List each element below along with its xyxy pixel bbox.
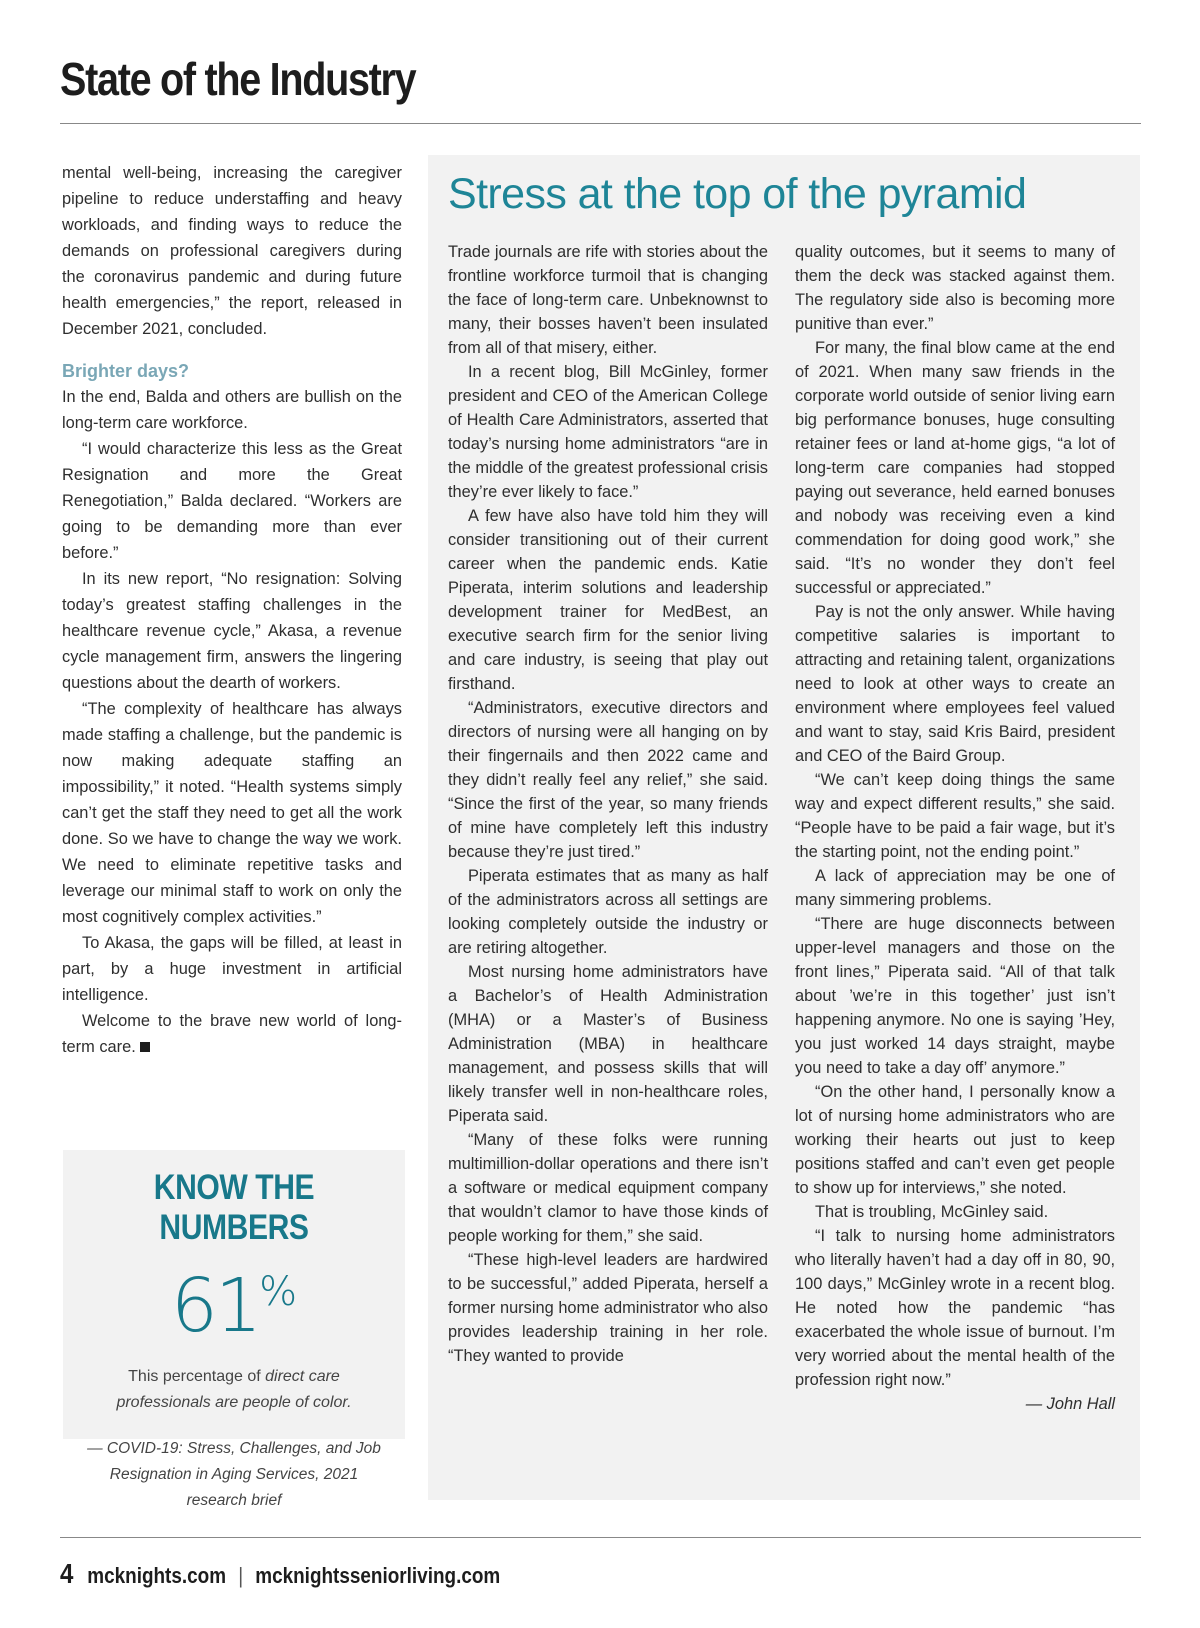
end-of-article-icon [140,1042,150,1052]
header-divider [60,123,1141,124]
paragraph: Pay is not the only answer. While having competitive salaries is important to attracting and retaining talent, organizations need to look at other ways to create an environment where employees feel valued and want to stay, said Kris Baird, president and CEO of the Baird Group. [795,603,1115,765]
footer-link-mcknights[interactable]: mcknights.com [87,1563,227,1588]
know-the-numbers-box [63,1150,405,1509]
paragraph: Piperata estimates that as many as half of the administrators across all settings are looking completely outside the industry or are retiring altogether. [448,867,768,957]
paragraph: A few have also have told him they will consider transitioning out of their current career when the pandemic ends. Katie Piperata, interim solutions and leadership development trainer for MedBest, an executive search firm for the senior living and care industry, is seeing that play out firsthand. [448,507,768,693]
sidebar-column-1 [448,240,768,1368]
paragraph: “These high-level leaders are hardwired to be successful,” added Piperata, herself a former nursing home administrator who also provides leadership training in her role. “They wanted to provide [448,1251,768,1365]
section-heading: Brighter days? [62,361,190,381]
paragraph: “There are huge disconnects between upper-level managers and those on the front lines,” Piperata said. “All of that talk about ’we’re in this together’ just isn’t happening anymore. No one is saying ’Hey, you just worked 14 days straight, maybe you need to take a day off’ anymore.” [795,915,1115,1077]
statistic-desc-plain: This percentage of [128,1368,266,1385]
paragraph: Most nursing home administrators have a Bachelor’s of Health Administration (MHA) or a Master’s of Business Administration (MBA) in healthcare management, and possess skills that will likely transfer well in non-healthcare roles, Piperata said. [448,963,768,1125]
paragraph: mental well-being, increasing the caregiver pipeline to reduce understaffing and heavy workloads, and finding ways to reduce the demands on professional caregivers during the coronavirus pandemic and during future health emergencies,” the report, released in December 2021, concluded. [62,164,402,338]
paragraph: In a recent blog, Bill McGinley, former president and CEO of the American College of Health Care Administrators, asserted that today’s nursing home administrators “are in the middle of the greatest professional crisis they’re ever likely to face.” [448,363,768,501]
paragraph: “Many of these folks were running multimillion-dollar operations and there isn’t a software or medical equipment company that wouldn’t clamor to have those kinds of people working for them,” she said. [448,1131,768,1245]
paragraph: To Akasa, the gaps will be filled, at least in part, by a huge investment in artificial intelligence. [62,934,402,1004]
paragraph: For many, the final blow came at the end of 2021. When many saw friends in the corporate world outside of senior living earn big performance bonuses, huge consulting retainer fees or land at-home gigs, “a lot of long-term care companies had stopped paying out severance, held earned bonuses and nobody was receiving even a kind commendation for doing good work,” she said. “It’s no wonder they don’t feel successful or appreciated.” [795,339,1115,597]
statistic-source: — COVID-19: Stress, Challenges, and Job Resignation in Aging Services, 2021 research brief [87,1440,381,1509]
sidebar-title: Stress at the top of the pyramid [448,170,1027,218]
paragraph: quality outcomes, but it seems to many of them the deck was stacked against them. The regulatory side also is becoming more punitive than ever.” [795,243,1115,333]
statistic-description [87,1364,381,1416]
page-title: State of the Industry [60,53,416,105]
page-number: 4 [60,1558,74,1589]
paragraph: Trade journals are rife with stories about the frontline workforce turmoil that is changing the face of long-term care. Unbeknownst to many, their bosses haven’t been insulated from all of that misery, either. [448,243,768,357]
paragraph: That is troubling, McGinley said. [815,1203,1049,1221]
paragraph: “Administrators, executive directors and directors of nursing were all hanging on by their fingernails and then 2022 came and they didn’t really feel any relief,” she said. “Since the first of the year, so many friends of mine have completely left this industry because they’re just tired.” [448,699,768,861]
author-byline: — John Hall [1025,1395,1115,1413]
paragraph: “I would characterize this less as the Great Resignation and more the Great Renegotiation,” Balda declared. “Workers are going to be demanding more than ever before.” [62,440,402,562]
paragraph: In its new report, “No resignation: Solving today’s greatest staffing challenges in the healthcare revenue cycle,” Akasa, a revenue cycle management firm, answers the lingering questions about the dearth of workers. [62,570,402,692]
paragraph-text: Welcome to the brave new world of long-term care. [62,1012,402,1056]
paragraph: In the end, Balda and others are bullish on the long-term care workforce. [62,388,402,432]
statistic-desc-italic: direct care professionals are people of color. [116,1368,352,1411]
sidebar-column-2 [795,240,1115,1416]
statistic-figure [63,1252,405,1349]
percent-sign: % [259,1269,298,1315]
page-footer [60,1558,500,1590]
article-continuation [62,160,402,1060]
footer-divider [60,1537,1141,1538]
know-the-numbers-title: KNOW THE NUMBERS [153,1168,315,1247]
statistic-value: 61 [170,1263,260,1349]
paragraph: “I talk to nursing home administrators who literally haven’t had a day off in 80, 90, 100 days,” McGinley wrote in a recent blog. He noted how the pandemic “has exacerbated the whole issue of burnout. I’m very worried about the mental health of the profession right now.” [795,1227,1115,1389]
paragraph: “On the other hand, I personally know a lot of nursing home administrators who are working their hearts out just to keep positions staffed and can’t even get people to show up for interviews,” she noted. [795,1083,1115,1197]
paragraph: “The complexity of healthcare has always made staffing a challenge, but the pandemic is now making adequate staffing an impossibility,” it noted. “Health systems simply can’t get the staff they need to get all the work done. So we have to change the way we work. We need to eliminate repetitive tasks and leverage our minimal staff to work on only the most cognitively complex activities.” [62,700,402,926]
paragraph-final [62,1008,402,1060]
footer-link-senior-living[interactable]: mcknightsseniorliving.com [255,1563,501,1588]
paragraph: “We can’t keep doing things the same way and expect different results,” she said. “People have to be paid a fair wage, but it’s the starting point, not the ending point.” [795,771,1115,861]
paragraph: A lack of appreciation may be one of many simmering problems. [795,867,1115,909]
footer-separator: | [238,1563,244,1588]
